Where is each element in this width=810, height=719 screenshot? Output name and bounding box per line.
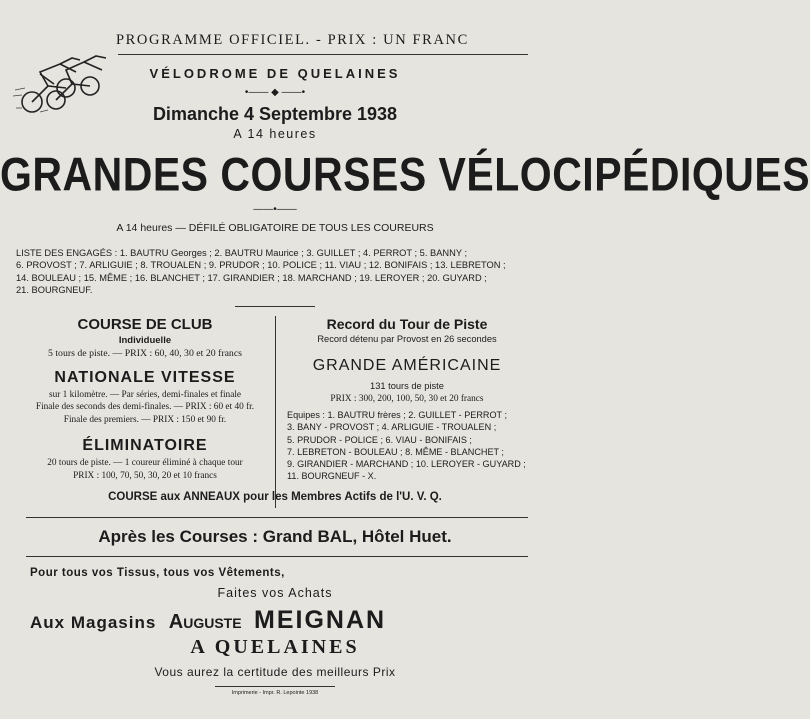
eliminatoire-details — [20, 457, 270, 483]
bal-rule-bottom — [26, 556, 528, 557]
ad-line-2: Faites vos Achats — [217, 586, 333, 600]
equipe-line: 11. BOURGNEUF - X. — [287, 471, 377, 482]
engages-line: 14. BOULEAU ; 15. MÊME ; 16. BLANCHET ; 17. GIRANDIER ; 18. MARCHAND ; 19. LEROYER ; 20. GUYARD ; — [16, 272, 487, 283]
americaine-tours: 131 tours de piste — [370, 381, 444, 391]
equipe-line: 3. BANY - PROVOST ; 4. ARLIGUIE - TROUALEN ; — [287, 422, 497, 433]
main-title: GRANDES COURSES VÉLOCIPÉDIQUES — [0, 148, 810, 201]
engages-line: LISTE DES ENGAGÉS : 1. BAUTRU Georges ; 2. BAUTRU Maurice ; 3. GUILLET ; 4. PERROT ; 5. BANNY ; — [16, 248, 468, 258]
course-club-sub: Individuelle — [118, 335, 172, 346]
equipe-line: 7. LEBRETON - BOULEAU ; 8. MÊME - BLANCHET ; — [287, 446, 504, 457]
vitesse-line: Finale des seconds des demi-finales. — PRIX : 60 et 40 fr. — [35, 402, 255, 413]
ornament: •—— ◆ ——• — [244, 87, 306, 98]
engages-line: 6. PROVOST ; 7. ARLIGUIE ; 8. TROUALEN ; 9. PRUDOR ; 10. POLICE ; 11. VIAU ; 12. BONIFAIS ; 13. LEBRETON ; — [16, 260, 506, 271]
record-sub: Record détenu par Provost en 26 secondes — [317, 334, 497, 344]
bal-rule-top — [26, 517, 528, 518]
eliminatoire-title: ÉLIMINATOIRE — [82, 437, 208, 454]
record-title: Record du Tour de Piste — [326, 316, 488, 332]
equipe-line: 5. PRUDOR - POLICE ; 6. VIAU - BONIFAIS ; — [287, 434, 472, 445]
americaine-title: GRANDE AMÉRICAINE — [312, 357, 502, 374]
column-divider — [275, 316, 276, 508]
header-rule — [118, 54, 528, 55]
ad-magasins: Aux Magasins — [30, 613, 157, 632]
americaine-prix: PRIX : 300, 200, 100, 50, 30 et 20 francs — [330, 394, 484, 404]
imprint: Imprimerie - Impr. R. Lepointe 1938 — [231, 690, 319, 696]
ad-line-3 — [30, 606, 386, 636]
ad-line-5: Vous aurez la certitude des meilleurs Prix — [154, 665, 396, 679]
ad-line-1: Pour tous vos Tissus, tous vos Vêtements, — [30, 567, 285, 579]
vitesse-details — [20, 389, 270, 426]
event-date: Dimanche 4 Septembre 1938 — [152, 104, 398, 124]
elim-line: PRIX : 100, 70, 50, 30, 20 et 10 francs — [73, 471, 217, 481]
engages-line: 21. BOURGNEUF. — [16, 284, 93, 295]
imprint-rule — [215, 686, 335, 687]
equipes-list — [287, 409, 526, 483]
program-price: PROGRAMME OFFICIEL. - PRIX : UN FRANC — [116, 32, 469, 48]
divider — [235, 306, 315, 307]
venue: VÉLODROME DE QUELAINES — [149, 66, 401, 81]
engages-list — [16, 247, 506, 296]
vitesse-line: sur 1 kilomètre. — Par séries, demi-finales et finale — [48, 390, 242, 400]
ornament-2: ——•—— — [253, 204, 297, 215]
anneaux-notice: COURSE aux ANNEAUX pour les Membres Actifs de l'U. V. Q. — [108, 491, 442, 503]
vitesse-title: NATIONALE VITESSE — [54, 369, 236, 386]
event-time: A 14 heures — [233, 127, 317, 141]
equipe-line: Equipes : 1. BAUTRU frères ; 2. GUILLET - PERROT ; — [287, 410, 508, 420]
course-club-detail: 5 tours de piste. — PRIX : 60, 40, 30 et 20 francs — [47, 348, 242, 359]
course-club-title: COURSE DE CLUB — [77, 316, 213, 333]
defile-notice: A 14 heures — DÉFILÉ OBLIGATOIRE DE TOUS LES COUREURS — [116, 222, 434, 234]
elim-line: 20 tours de piste. — 1 coureur éliminé à chaque tour — [47, 458, 243, 468]
ad-line-4: A QUELAINES — [190, 636, 360, 658]
equipe-line: 9. GIRANDIER - MARCHAND ; 10. LEROYER - GUYARD ; — [287, 459, 526, 470]
ad-auguste: Auguste — [168, 611, 242, 633]
bal-notice: Après les Courses : Grand BAL, Hôtel Huet. — [98, 527, 452, 546]
vitesse-line: Finale des premiers. — PRIX : 150 et 90 fr. — [63, 414, 227, 425]
ad-meignan: MEIGNAN — [254, 606, 387, 634]
